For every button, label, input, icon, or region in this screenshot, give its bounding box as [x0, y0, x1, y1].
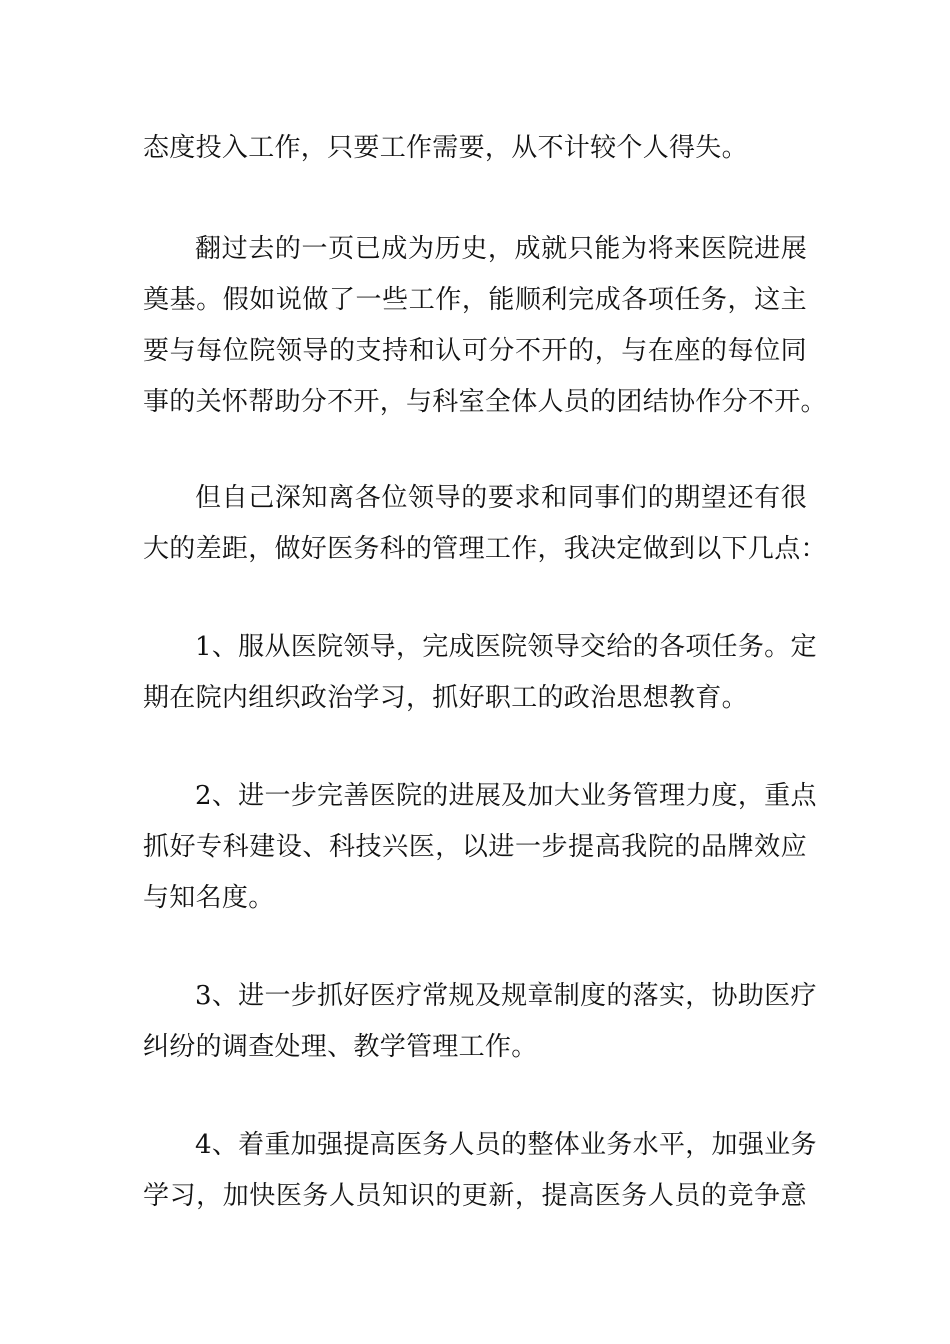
- paragraph-line: 大的差距，做好医务科的管理工作，我决定做到以下几点：: [143, 534, 827, 564]
- paragraph-line: 1、服从医院领导，完成医院领导交给的各项任务。定: [195, 632, 817, 662]
- list-item-1: [143, 622, 817, 724]
- paragraph-line: 要与每位院领导的支持和认可分不开的，与在座的每位同: [143, 336, 807, 366]
- paragraph-line: 奠基。假如说做了一些工作，能顺利完成各项任务，这主: [143, 285, 807, 315]
- list-item-2: [143, 771, 817, 924]
- list-item-3: [143, 971, 817, 1073]
- paragraph-line: 4、着重加强提高医务人员的整体业务水平，加强业务: [195, 1130, 817, 1160]
- paragraph-line: 纠纷的调查处理、教学管理工作。: [143, 1032, 538, 1062]
- paragraph-line: 2、进一步完善医院的进展及加大业务管理力度，重点: [195, 781, 817, 811]
- paragraph-continuation: [143, 123, 807, 174]
- paragraph-history: [143, 224, 827, 428]
- paragraph-line: 3、进一步抓好医疗常规及规章制度的落实，协助医疗: [195, 981, 817, 1011]
- list-item-4: [143, 1120, 817, 1222]
- paragraph-line: 期在院内组织政治学习，抓好职工的政治思想教育。: [143, 683, 748, 713]
- paragraph-gap: [143, 473, 827, 575]
- paragraph-line: 事的关怀帮助分不开，与科室全体人员的团结协作分不开。: [143, 387, 827, 417]
- paragraph-line: 翻过去的一页已成为历史，成就只能为将来医院进展: [195, 234, 807, 264]
- paragraph-line: 与知名度。: [143, 883, 275, 913]
- paragraph-line: 学习，加快医务人员知识的更新，提高医务人员的竞争意: [143, 1181, 807, 1211]
- paragraph-line: 但自己深知离各位领导的要求和同事们的期望还有很: [195, 483, 807, 513]
- paragraph-line: 抓好专科建设、科技兴医，以进一步提高我院的品牌效应: [143, 832, 807, 862]
- paragraph-line: 态度投入工作，只要工作需要，从不计较个人得失。: [143, 133, 748, 163]
